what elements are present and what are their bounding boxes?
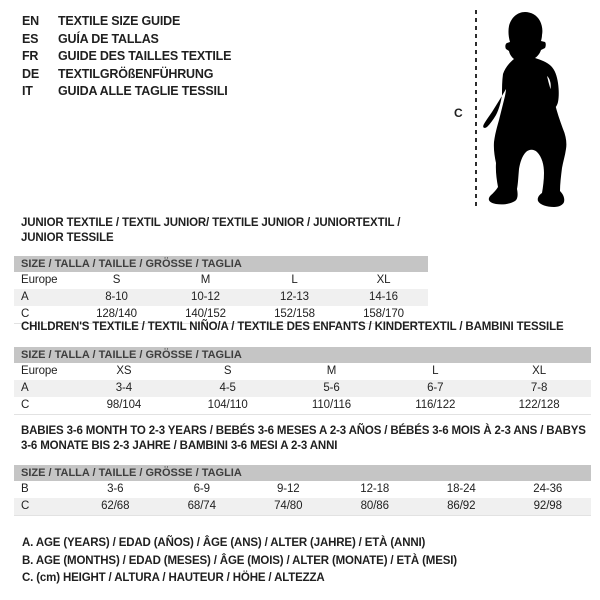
cell-value: 5-6 xyxy=(323,382,340,394)
height-measure-label: C xyxy=(454,106,463,120)
cell-value: 24-36 xyxy=(533,483,563,495)
cell-value: 6-7 xyxy=(427,382,444,394)
cell-value: XL xyxy=(376,274,391,286)
language-title: TEXTILGRÖßENFÜHRUNG xyxy=(58,66,214,81)
language-code: EN xyxy=(22,14,39,28)
cell-value: 12-18 xyxy=(360,483,390,495)
cell-value: S xyxy=(223,365,232,377)
cell-value: 3-4 xyxy=(115,382,133,394)
language-title-list xyxy=(22,13,231,101)
language-code: FR xyxy=(22,49,39,63)
language-code: IT xyxy=(22,84,33,98)
row-label: C xyxy=(21,500,30,512)
language-code: ES xyxy=(22,31,39,46)
cell-value: XL xyxy=(532,365,547,377)
table-row-c xyxy=(14,397,591,415)
language-title: GUÍA DE TALLAS xyxy=(58,31,159,46)
cell-value: 68/74 xyxy=(187,500,216,512)
cell-value: 74/80 xyxy=(274,500,303,512)
childrens-textile-section xyxy=(14,320,591,415)
table-row-a xyxy=(14,380,591,397)
cell-value: 7-8 xyxy=(530,382,548,394)
cell-value: 152/158 xyxy=(274,308,315,320)
cell-value: S xyxy=(112,274,121,286)
cell-value: 92/98 xyxy=(533,500,562,512)
cell-value: 14-16 xyxy=(369,291,398,303)
cell-value: L xyxy=(432,365,439,377)
cell-value: 128/140 xyxy=(96,308,137,320)
cell-value: 98/104 xyxy=(106,399,142,411)
baby-silhouette-image xyxy=(479,1,585,211)
footnote-line: A. AGE (YEARS) / EDAD (AÑOS) / ÂGE (ANS) / ALTER (JAHRE) / ETÀ (ANNI) xyxy=(22,537,426,549)
section-title: JUNIOR TEXTILE / TEXTIL JUNIOR/ TEXTILE JUNIOR / JUNIORTEXTIL / JUNIOR TESSILE xyxy=(21,217,401,244)
language-title: GUIDA ALLE TAGLIE TESSILI xyxy=(58,84,228,98)
size-header-bar: SIZE / TALLA / TAILLE / GRÖSSE / TAGLIA xyxy=(14,347,591,363)
cell-value: 110/116 xyxy=(311,399,352,411)
cell-value: 18-24 xyxy=(446,483,476,495)
section-title: BABIES 3-6 MONTH TO 2-3 YEARS / BEBÉS 3-6 MESES A 2-3 AÑOS / BÉBÉS 3-6 MOIS À 2-3 ANS / BABYS 3-6 MONATE BIS 2-3 JAHRE / BAMBINI 3-6 MESI A 2-3 ANNI xyxy=(21,425,586,452)
cell-value: 80/86 xyxy=(360,500,389,512)
cell-value: 6-9 xyxy=(193,483,210,495)
row-label: C xyxy=(21,308,30,320)
cell-value: 140/152 xyxy=(185,308,226,320)
size-header-bar: SIZE / TALLA / TAILLE / GRÖSSE / TAGLIA xyxy=(14,465,591,481)
cell-value: 62/68 xyxy=(101,500,130,512)
footnote-line: C. (cm) HEIGHT / ALTURA / HAUTEUR / HÖHE / ALTEZZA xyxy=(22,572,325,584)
language-row xyxy=(22,83,231,101)
cell-value: XS xyxy=(116,365,132,377)
table-row-europe xyxy=(14,363,591,380)
cell-value: 122/128 xyxy=(518,399,560,411)
cell-value: 158/170 xyxy=(363,308,404,320)
row-label: B xyxy=(21,483,29,495)
language-row xyxy=(22,13,231,31)
language-title: GUIDE DES TAILLES TEXTILE xyxy=(58,49,232,63)
cell-value: 9-12 xyxy=(276,483,300,495)
cell-value: 10-12 xyxy=(191,291,220,303)
language-title: TEXTILE SIZE GUIDE xyxy=(58,14,181,28)
language-row xyxy=(22,31,231,49)
language-code: DE xyxy=(22,66,39,81)
cell-value: 4-5 xyxy=(219,382,236,394)
table-row-a xyxy=(14,289,428,306)
size-header-bar: SIZE / TALLA / TAILLE / GRÖSSE / TAGLIA xyxy=(14,256,428,272)
footnote-line: B. AGE (MONTHS) / EDAD (MESES) / ÂGE (MOIS) / ALTER (MONATE) / ETÀ (MESI) xyxy=(22,554,457,567)
language-row xyxy=(22,48,231,66)
cell-value: 104/110 xyxy=(207,399,248,411)
table-row-europe xyxy=(14,272,428,289)
section-title: CHILDREN'S TEXTILE / TEXTIL NIÑO/A / TEXTILE DES ENFANTS / KINDERTEXTIL / BAMBINI TESSILE xyxy=(21,321,564,333)
cell-value: 12-13 xyxy=(280,291,309,303)
cell-value: 116/122 xyxy=(415,399,456,411)
cell-value: 86/92 xyxy=(447,500,476,512)
babies-textile-section xyxy=(14,424,591,516)
cell-value: 8-10 xyxy=(105,291,128,303)
table-row-c xyxy=(14,498,591,516)
cell-value: L xyxy=(291,274,298,286)
cell-value: 3-6 xyxy=(107,483,124,495)
height-measure-dashed-line xyxy=(475,10,477,208)
cell-value: M xyxy=(200,274,211,286)
language-row xyxy=(22,66,231,84)
row-label: Europe xyxy=(21,365,58,377)
row-label: C xyxy=(21,399,30,411)
footnotes xyxy=(22,535,457,588)
junior-textile-section xyxy=(14,216,428,324)
table-row-b xyxy=(14,481,591,498)
row-label: A xyxy=(21,382,29,394)
cell-value: M xyxy=(326,365,337,377)
row-label: Europe xyxy=(21,274,58,286)
row-label: A xyxy=(21,291,29,303)
